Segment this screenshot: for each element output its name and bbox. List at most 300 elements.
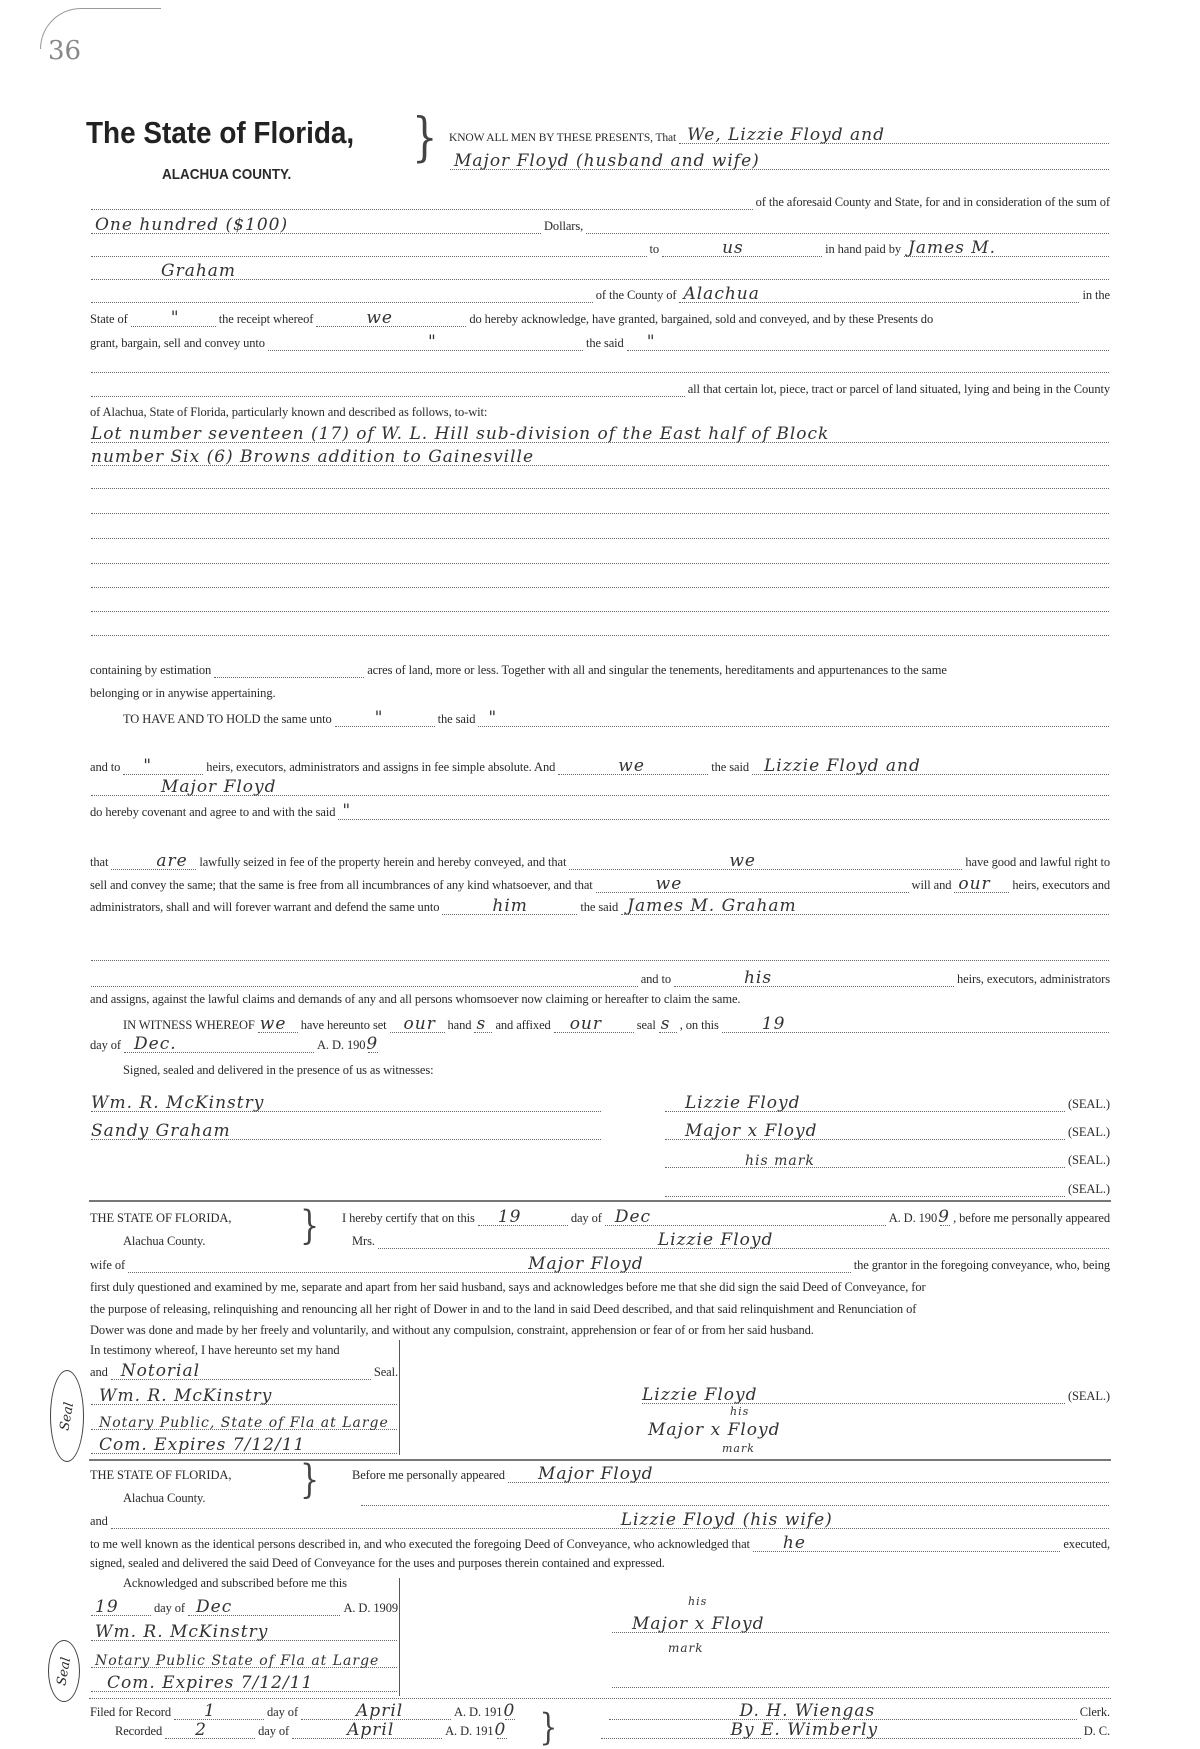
belonging-text: belonging or in anywise appertaining. xyxy=(90,686,276,700)
grantors-row xyxy=(89,778,1111,796)
dc-field[interactable] xyxy=(601,1720,1081,1740)
and-to-label: and to xyxy=(640,972,671,986)
dower-month-field[interactable] xyxy=(605,1207,886,1227)
grantors-field[interactable] xyxy=(679,125,1109,145)
wife-of-value: Major Floyd xyxy=(528,1254,644,1274)
paid-by-field[interactable] xyxy=(904,238,1109,258)
recorded-row xyxy=(89,1721,1111,1739)
and-to-row xyxy=(89,757,1111,775)
grantors-value: Lizzie Floyd and xyxy=(764,756,921,776)
ack-notary-row-1 xyxy=(89,1623,399,1641)
brace: } xyxy=(300,1203,320,1250)
day-of-label: day of xyxy=(90,1038,121,1052)
blank-row xyxy=(89,496,1111,514)
blank-field[interactable] xyxy=(91,948,1109,961)
before-label: Before me personally appeared xyxy=(352,1468,505,1482)
notary-row-2 xyxy=(89,1412,399,1430)
seal-value: s xyxy=(660,1014,671,1034)
in-the-label: in the xyxy=(1082,288,1110,302)
notary-line-2[interactable] xyxy=(91,1655,397,1668)
brace: } xyxy=(300,1457,320,1504)
acknowledge-text: do hereby acknowledge, have granted, bargained, sold and conveyed, and by these Presents do xyxy=(469,312,934,326)
receipt-value: we xyxy=(366,308,393,328)
grant-label: grant, bargain, sell and convey unto xyxy=(90,336,265,350)
rec-month-value: April xyxy=(347,1720,395,1740)
dower-sign-row xyxy=(640,1386,1111,1404)
notary-line-1[interactable] xyxy=(91,1622,397,1642)
dower-day-field[interactable] xyxy=(478,1207,568,1227)
amount-field[interactable] xyxy=(91,215,541,235)
witness-line-1[interactable] xyxy=(91,1093,601,1113)
clerk-label: Clerk. xyxy=(1079,1705,1110,1719)
our-value-2: our xyxy=(569,1014,602,1034)
clerk-field[interactable] xyxy=(609,1701,1076,1721)
ack-day-value: 19 xyxy=(95,1597,119,1617)
sell-row xyxy=(89,875,1111,893)
and-label: and xyxy=(90,1514,108,1528)
seal-label: Seal. xyxy=(373,1365,398,1379)
wife-of-field[interactable] xyxy=(128,1254,851,1274)
amount-value: One hundred ($100) xyxy=(95,215,289,235)
section-divider xyxy=(89,1698,1111,1699)
ack-signer-signature: Major x Floyd xyxy=(632,1614,765,1634)
day-of-row xyxy=(89,1035,1111,1053)
before-value: Major Floyd xyxy=(537,1464,654,1484)
heirs-text-3: heirs, executors, administrators xyxy=(956,972,1110,986)
all-that-row xyxy=(89,379,1111,397)
paid-by-value-2: Graham xyxy=(161,261,237,281)
know-all-label: KNOW ALL MEN BY THESE PRESENTS, That xyxy=(449,132,677,144)
aforesaid-label: of the aforesaid County and State, for and in consideration of the sum of xyxy=(755,195,1110,209)
mrs-field[interactable] xyxy=(378,1230,1109,1250)
testimony-row xyxy=(89,1340,399,1358)
and-to-label: and to xyxy=(90,760,121,774)
and-to-field[interactable] xyxy=(123,756,203,776)
filed-label: Filed for Record xyxy=(90,1705,172,1719)
clerk-signature: D. H. Wiengas xyxy=(739,1701,876,1721)
that-label: that xyxy=(90,855,109,869)
the-said-value: " xyxy=(488,708,498,728)
county-field[interactable] xyxy=(679,284,1079,304)
dower-signer-signature-2: Major x Floyd xyxy=(648,1420,781,1440)
sell-field[interactable] xyxy=(596,874,909,894)
grantors-field-2[interactable] xyxy=(91,777,1109,797)
bracket xyxy=(399,1578,400,1696)
his-label: his xyxy=(730,1405,750,1418)
description-field-2[interactable] xyxy=(91,447,1109,467)
known-row xyxy=(89,1534,1111,1552)
the-said-value: " xyxy=(646,332,656,352)
ack-date-row xyxy=(89,1598,399,1616)
and-to-his-row xyxy=(89,969,1111,987)
to-value: us xyxy=(722,238,744,258)
the-said-field[interactable] xyxy=(627,332,1109,352)
in-witness-value: we xyxy=(259,1014,287,1034)
to-have-value: " xyxy=(374,708,384,728)
blank-field[interactable] xyxy=(91,244,647,257)
ack-signed-row xyxy=(89,1553,1111,1571)
blank-field[interactable] xyxy=(91,197,753,210)
paid-by-field-2[interactable] xyxy=(91,261,1109,281)
ack-month-field[interactable] xyxy=(188,1597,340,1617)
hand-label: hand xyxy=(447,1018,472,1032)
ack-signer-line[interactable] xyxy=(612,1614,1109,1634)
covenant-field[interactable] xyxy=(338,801,1109,821)
ack-and-value: Lizzie Floyd (his wife) xyxy=(620,1510,833,1530)
grantors-row-2 xyxy=(448,152,1111,170)
filed-day-value: 1 xyxy=(204,1701,216,1721)
dower-county-label: Alachua County. xyxy=(123,1234,206,1248)
sell-value: we xyxy=(655,874,683,894)
his-value: his xyxy=(743,968,773,988)
blank-field[interactable] xyxy=(91,974,638,987)
signer-line-4[interactable] xyxy=(665,1184,1065,1197)
dower-day-value: 19 xyxy=(497,1207,522,1227)
state-field[interactable] xyxy=(131,308,216,328)
description-value-1: Lot number seventeen (17) of W. L. Hill sub-division of the East half of Block xyxy=(91,424,830,444)
to-have-row xyxy=(122,709,1111,727)
rec-day-value: 2 xyxy=(195,1720,207,1740)
admins-text: administrators, shall and will forever warrant and defend the same unto xyxy=(90,900,440,914)
all-that-text: all that certain lot, piece, tract or parcel of land situated, lying and being in the County xyxy=(687,382,1110,396)
ack-notary-row-3 xyxy=(89,1674,399,1692)
dower-month-value: Dec xyxy=(614,1207,652,1227)
page-number: 36 xyxy=(48,36,82,66)
blank-row xyxy=(89,943,1111,961)
notorial-value: Notorial xyxy=(120,1361,201,1381)
blank-field[interactable] xyxy=(91,476,1109,489)
wife-of-label: wife of xyxy=(90,1258,126,1272)
dc-label: D. C. xyxy=(1083,1724,1110,1738)
paid-by-label: in hand paid by xyxy=(825,242,901,256)
on-this-label: , on this xyxy=(679,1018,719,1032)
seal-label: (SEAL.) xyxy=(1067,1389,1110,1403)
day-of-label: day of xyxy=(154,1601,185,1615)
witness-signature-1: Wm. R. McKinstry xyxy=(91,1093,265,1113)
section-divider xyxy=(89,1459,1111,1461)
seized-field[interactable] xyxy=(569,851,962,871)
good-right-text: have good and lawful right to xyxy=(965,855,1110,869)
ad-label: A. D. 1909 xyxy=(343,1601,398,1615)
hand-value: s xyxy=(476,1014,487,1034)
notorial-row xyxy=(89,1362,399,1380)
and-label: and xyxy=(90,1365,108,1379)
description-row-2 xyxy=(89,448,1111,466)
blank-field[interactable] xyxy=(91,599,1109,612)
ack-signed-text: signed, sealed and delivered the said Deed of Conveyance for the uses and purposes therein contained and expressed. xyxy=(90,1556,665,1570)
ack-notary-row-2 xyxy=(89,1650,399,1668)
dower-state-row xyxy=(89,1208,1111,1226)
month-value: Dec. xyxy=(134,1034,177,1054)
acres-field[interactable] xyxy=(214,665,364,678)
recorded-label: Recorded xyxy=(115,1724,163,1738)
blank-field[interactable] xyxy=(361,1493,1109,1506)
dower-para-2 xyxy=(89,1299,1111,1317)
grantor-text: the grantor in the foregoing conveyance, who, being xyxy=(853,1258,1110,1272)
ack-day-field[interactable] xyxy=(91,1597,151,1617)
the-said-field[interactable] xyxy=(478,708,1109,728)
witness-line-2[interactable] xyxy=(91,1121,601,1141)
blank-row xyxy=(89,355,1111,373)
our-value-1: our xyxy=(403,1014,436,1034)
ad-label: A. D. 190 xyxy=(317,1038,366,1052)
grantee-field[interactable] xyxy=(621,896,1109,916)
paid-row xyxy=(89,239,1111,257)
rec-year-value: 0 xyxy=(494,1720,507,1740)
notary-line-1[interactable] xyxy=(91,1386,397,1406)
rec-year-field[interactable] xyxy=(494,1720,507,1740)
dower-signer-signature: Lizzie Floyd xyxy=(642,1385,758,1405)
known-field[interactable] xyxy=(753,1533,1060,1553)
grant-row xyxy=(89,333,1111,351)
blank-row xyxy=(89,594,1111,612)
admins-row xyxy=(89,897,1111,915)
notary-row-1 xyxy=(89,1387,399,1405)
blank-field[interactable] xyxy=(91,360,1109,373)
signer-line-2[interactable] xyxy=(665,1121,1065,1141)
signer-signature-1: Lizzie Floyd xyxy=(684,1093,801,1113)
aforesaid-row xyxy=(89,192,1111,210)
ack-sign-row xyxy=(610,1615,1111,1633)
dower-state-label: THE STATE OF FLORIDA, xyxy=(90,1211,232,1225)
seal-label: (SEAL.) xyxy=(1067,1182,1110,1196)
wife-of-row xyxy=(89,1255,1111,1273)
covenant-value: " xyxy=(342,801,352,821)
blank-field[interactable] xyxy=(612,1675,1109,1688)
blank-field[interactable] xyxy=(91,551,1109,564)
dower-text-2: the purpose of releasing, relinquishing and renouncing all her right of Dower in and to the land in said Deed described, and that said relinquishment and Renunciation of xyxy=(90,1302,917,1316)
county-title: ALACHUA COUNTY. xyxy=(162,166,292,183)
signature-row-2 xyxy=(89,1122,1111,1140)
brace: } xyxy=(412,108,438,168)
executed-label: executed, xyxy=(1063,1537,1110,1551)
signature-row-4 xyxy=(89,1179,1111,1197)
grantors-value-2: Major Floyd xyxy=(161,777,277,797)
seal-label: (SEAL.) xyxy=(1067,1097,1110,1111)
heirs-text-2: heirs, executors and xyxy=(1012,878,1110,892)
known-text: to me well known as the identical persons described in, and who executed the foregoing Deed of Conveyance, who acknowledged that xyxy=(90,1537,750,1551)
signature-row-1 xyxy=(89,1094,1111,1112)
mrs-label: Mrs. xyxy=(352,1234,375,1248)
notary-name: Wm. R. McKinstry xyxy=(99,1386,273,1406)
blank-field[interactable] xyxy=(91,384,685,397)
state-of-label: State of xyxy=(90,312,128,326)
witness-signature-2: Sandy Graham xyxy=(91,1121,231,1141)
notary-expiry: Com. Expires 7/12/11 xyxy=(99,1435,306,1455)
the-said-label: the said xyxy=(580,900,619,914)
to-field[interactable] xyxy=(662,238,822,258)
acres-text: acres of land, more or less. Together with all and singular the tenements, hereditaments and appurtenances to the same xyxy=(367,663,947,677)
in-witness-label: IN WITNESS WHEREOF xyxy=(123,1018,255,1032)
notorial-field[interactable] xyxy=(111,1361,371,1381)
grant-value: " xyxy=(427,332,437,352)
signer-mark: his mark xyxy=(744,1153,815,1169)
blank-row xyxy=(89,570,1111,588)
month-field[interactable] xyxy=(124,1034,314,1054)
dower-text-1: first duly questioned and examined by me, separate and apart from her said husband, says and acknowledges before me that she did sign the said Deed of Conveyance, for xyxy=(90,1280,926,1294)
seal-label: seal xyxy=(636,1018,656,1032)
will-field[interactable] xyxy=(954,874,1009,894)
our-field-1[interactable] xyxy=(390,1014,445,1034)
blank-field[interactable] xyxy=(91,526,1109,539)
assigns-row xyxy=(89,989,1111,1007)
our-field-2[interactable] xyxy=(554,1014,634,1034)
section-divider xyxy=(89,1200,1111,1202)
receipt-label: the receipt whereof xyxy=(218,312,314,326)
covenant-label: do hereby covenant and agree to and with the said xyxy=(90,805,336,819)
and-field[interactable] xyxy=(558,756,708,776)
notary-line-3[interactable] xyxy=(91,1673,397,1693)
hand-field[interactable] xyxy=(474,1014,492,1034)
testimony-text: In testimony whereof, I have hereunto set my hand xyxy=(90,1343,340,1357)
covenant-row xyxy=(89,802,1111,820)
day-field[interactable] xyxy=(722,1014,1109,1034)
blank-field[interactable] xyxy=(91,501,1109,514)
and-value: we xyxy=(618,756,645,776)
of-alachua-row xyxy=(89,402,1111,420)
paid-by-value: James M. xyxy=(908,238,997,258)
dower-year-field[interactable] xyxy=(938,1207,950,1227)
filed-month-field[interactable] xyxy=(301,1701,451,1721)
state-value: " xyxy=(170,308,180,328)
year-value: 9 xyxy=(366,1034,379,1054)
signer-line-1[interactable] xyxy=(665,1093,1065,1113)
grantors-field[interactable] xyxy=(752,756,1109,776)
heirs-text: heirs, executors, administrators and assigns in fee simple absolute. And xyxy=(206,760,556,774)
acknowledged-text: Acknowledged and subscribed before me this xyxy=(123,1576,347,1590)
known-value: he xyxy=(782,1533,806,1553)
seized-row xyxy=(89,852,1111,870)
state-title: The State of Florida, xyxy=(86,115,355,150)
containing-label: containing by estimation xyxy=(90,663,212,677)
signer-line-3[interactable] xyxy=(665,1155,1065,1168)
blank-field[interactable] xyxy=(91,575,1109,588)
ack-county-row xyxy=(89,1488,1111,1506)
seized-text: lawfully seized in fee of the property herein and hereby conveyed, and that xyxy=(199,855,567,869)
dower-para-3 xyxy=(89,1320,1111,1338)
description-value-2: number Six (6) Browns addition to Gainesville xyxy=(91,447,535,467)
mrs-row xyxy=(89,1231,1111,1249)
notary-seal-stamp xyxy=(48,1640,80,1702)
dc-signature: By E. Wimberly xyxy=(730,1720,879,1740)
rec-month-field[interactable] xyxy=(292,1720,442,1740)
bracket xyxy=(399,1340,400,1455)
before-field[interactable] xyxy=(508,1464,1109,1484)
that-value: are xyxy=(156,851,188,871)
filed-year-field[interactable] xyxy=(503,1701,516,1721)
notary-expiry: Com. Expires 7/12/11 xyxy=(107,1673,314,1693)
amount-row xyxy=(89,216,1111,234)
state-row xyxy=(89,309,1111,327)
county-row xyxy=(89,285,1111,303)
certify-label: I hereby certify that on this xyxy=(342,1211,475,1225)
grantors-field-2[interactable] xyxy=(450,151,1109,171)
blank-row xyxy=(89,471,1111,489)
dower-para-1 xyxy=(89,1277,1111,1295)
hereunto-label: have hereunto set xyxy=(300,1018,387,1032)
mrs-value: Lizzie Floyd xyxy=(657,1230,774,1250)
grant-field[interactable] xyxy=(268,332,583,352)
to-have-field[interactable] xyxy=(335,708,435,728)
ack-state-label: THE STATE OF FLORIDA, xyxy=(90,1468,232,1482)
ack-sign-row-2 xyxy=(610,1670,1111,1688)
mark-label: mark xyxy=(722,1442,755,1455)
assigns-text: and assigns, against the lawful claims and demands of any and all persons whomsoever now claiming or hereafter to claim the same. xyxy=(90,992,741,1006)
notary-seal-stamp xyxy=(50,1370,84,1462)
notary-line-3[interactable] xyxy=(91,1435,397,1455)
the-said-label: the said xyxy=(585,336,624,350)
seal-stamp-text: Seal xyxy=(54,1655,74,1687)
admins-value: him xyxy=(492,896,528,916)
his-field[interactable] xyxy=(674,968,954,988)
that-field[interactable] xyxy=(111,851,196,871)
blank-row xyxy=(89,521,1111,539)
ad-label: A. D. 191 xyxy=(445,1724,494,1738)
year-field[interactable] xyxy=(366,1034,379,1054)
belonging-row xyxy=(89,683,1111,701)
will-value: our xyxy=(958,874,991,894)
to-label: to xyxy=(649,242,660,256)
filed-month-value: April xyxy=(356,1701,404,1721)
in-witness-field[interactable] xyxy=(258,1014,298,1034)
dower-year-value: 9 xyxy=(938,1207,950,1227)
know-all-row xyxy=(448,126,1111,144)
his-label: his xyxy=(688,1595,708,1608)
dower-text-3: Dower was done and made by her freely and voluntarily, and without any compulsion, constraint, apprehension or fear of or from her said husband. xyxy=(90,1323,814,1337)
signed-row xyxy=(122,1060,1144,1078)
receipt-field[interactable] xyxy=(316,308,466,328)
admins-field[interactable] xyxy=(442,896,577,916)
ack-and-row xyxy=(89,1511,1111,1529)
notary-line-2[interactable] xyxy=(91,1417,397,1430)
seal-field[interactable] xyxy=(659,1014,677,1034)
blank-field[interactable] xyxy=(91,290,593,303)
seal-label: (SEAL.) xyxy=(1067,1125,1110,1139)
and-to-value: " xyxy=(143,756,153,776)
ack-and-field[interactable] xyxy=(111,1510,1109,1530)
blank-field[interactable] xyxy=(586,221,1109,234)
signer-signature-2: Major x Floyd xyxy=(684,1121,818,1141)
ack-county-label: Alachua County. xyxy=(123,1491,206,1505)
notary-title: Notary Public, State of Fla at Large xyxy=(99,1415,389,1431)
blank-field[interactable] xyxy=(91,623,1109,636)
day-of-label: day of xyxy=(267,1705,299,1719)
in-witness-row xyxy=(122,1015,1111,1033)
containing-row xyxy=(89,660,1111,678)
grantors-value: We, Lizzie Floyd and xyxy=(687,125,885,145)
mark-label: mark xyxy=(668,1641,704,1655)
seal-label: (SEAL.) xyxy=(1067,1153,1110,1167)
signed-text: Signed, sealed and delivered in the presence of us as witnesses: xyxy=(123,1063,434,1077)
blank-row xyxy=(89,618,1111,636)
grantors-value-2: Major Floyd (husband and wife) xyxy=(454,151,760,171)
ack-state-row xyxy=(89,1465,1111,1483)
seized-value: we xyxy=(729,851,756,871)
dower-signer-line[interactable] xyxy=(642,1385,1065,1405)
filed-year-value: 0 xyxy=(503,1701,516,1721)
acknowledged-row xyxy=(122,1573,402,1591)
the-said-label: the said xyxy=(437,712,476,726)
notary-row-3 xyxy=(89,1436,399,1454)
signature-row-3 xyxy=(89,1150,1111,1168)
notary-title: Notary Public State of Fla at Large xyxy=(95,1653,380,1669)
sell-text: sell and convey the same; that the same is free from all incumbrances of any kind whatsoever, and that xyxy=(90,878,593,892)
brace: } xyxy=(539,1705,558,1749)
rec-day-field[interactable] xyxy=(165,1720,255,1740)
appeared-label: , before me personally appeared xyxy=(953,1211,1110,1225)
description-field-1[interactable] xyxy=(91,424,1109,444)
filed-day-field[interactable] xyxy=(174,1701,264,1721)
